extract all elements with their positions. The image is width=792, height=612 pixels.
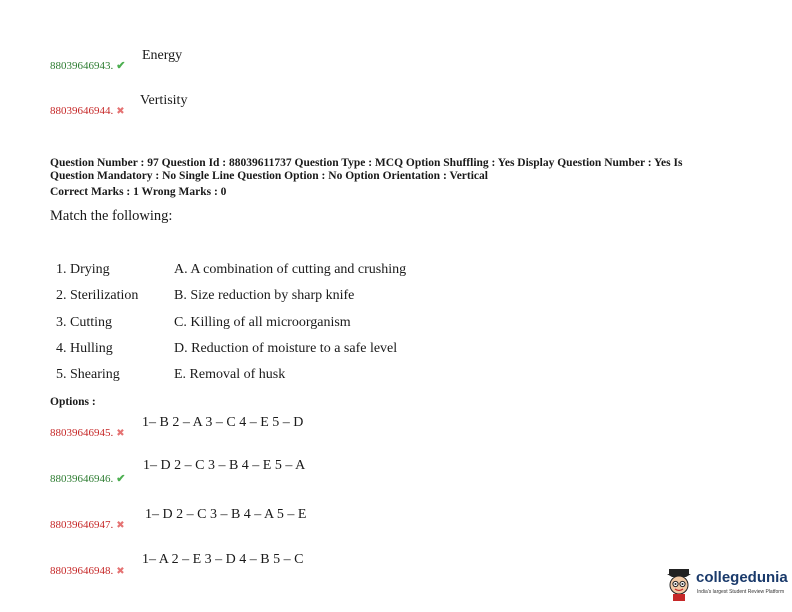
option-id-label: 88039646947. — [50, 519, 114, 531]
match-right: E. Removal of husk — [174, 367, 286, 382]
match-right: A. A combination of cutting and crushing — [174, 262, 407, 277]
option-3-id — [50, 519, 125, 531]
prev-option-2-id — [50, 105, 125, 117]
prev-option-2-text: Vertisity — [140, 93, 188, 108]
cross-icon: ✖ — [116, 428, 125, 439]
match-left: 5. Shearing — [56, 367, 120, 382]
cross-icon: ✖ — [116, 566, 125, 577]
collegedunia-logo — [664, 566, 788, 606]
match-row — [56, 262, 406, 278]
option-3-text: 1– D 2 – C 3 – B 4 – A 5 – E — [145, 507, 307, 522]
option-id-label: 88039646948. — [50, 565, 114, 577]
match-right: C. Killing of all microorganism — [174, 315, 351, 330]
prev-option-1-text: Energy — [142, 48, 183, 63]
option-id-label: 88039646945. — [50, 427, 114, 439]
match-row — [56, 288, 354, 304]
check-icon: ✔ — [116, 60, 126, 72]
option-1-text: 1– B 2 – A 3 – C 4 – E 5 – D — [142, 415, 304, 430]
match-row — [56, 315, 351, 331]
question-meta-line-2: Question Mandatory : No Single Line Question Option : No Option Orientation : Vertical — [50, 170, 488, 182]
mascot-icon — [664, 568, 694, 602]
cross-icon: ✖ — [116, 520, 125, 531]
match-left: 4. Hulling — [56, 341, 113, 356]
option-id-label: 88039646943. — [50, 60, 114, 72]
question-meta-line-1: Question Number : 97 Question Id : 88039611737 Question Type : MCQ Option Shuffling : Yes Display Question Number : Yes Is — [50, 157, 683, 169]
match-row — [56, 341, 397, 357]
option-1-id — [50, 427, 125, 439]
option-4-text: 1– A 2 – E 3 – D 4 – B 5 – C — [142, 552, 304, 567]
match-row — [56, 367, 285, 383]
match-left: 1. Drying — [56, 262, 110, 277]
check-icon: ✔ — [116, 473, 126, 485]
question-text: Match the following: — [50, 208, 173, 224]
prev-option-1-id — [50, 59, 125, 72]
match-left: 2. Sterilization — [56, 288, 139, 303]
logo-tagline: India's largest Student Review Platform — [697, 589, 785, 595]
option-id-label: 88039646944. — [50, 105, 114, 117]
question-meta — [50, 157, 770, 183]
option-2-id — [50, 472, 125, 485]
options-label: Options : — [50, 396, 96, 408]
question-marks: Correct Marks : 1 Wrong Marks : 0 — [50, 186, 227, 198]
match-left: 3. Cutting — [56, 315, 113, 330]
option-4-id — [50, 565, 125, 577]
option-id-label: 88039646946. — [50, 473, 114, 485]
match-right: D. Reduction of moisture to a safe level — [174, 341, 398, 356]
match-right: B. Size reduction by sharp knife — [174, 288, 355, 303]
cross-icon: ✖ — [116, 106, 125, 117]
option-2-text: 1– D 2 – C 3 – B 4 – E 5 – A — [143, 458, 306, 473]
logo-brand: collegedunia — [696, 569, 788, 586]
